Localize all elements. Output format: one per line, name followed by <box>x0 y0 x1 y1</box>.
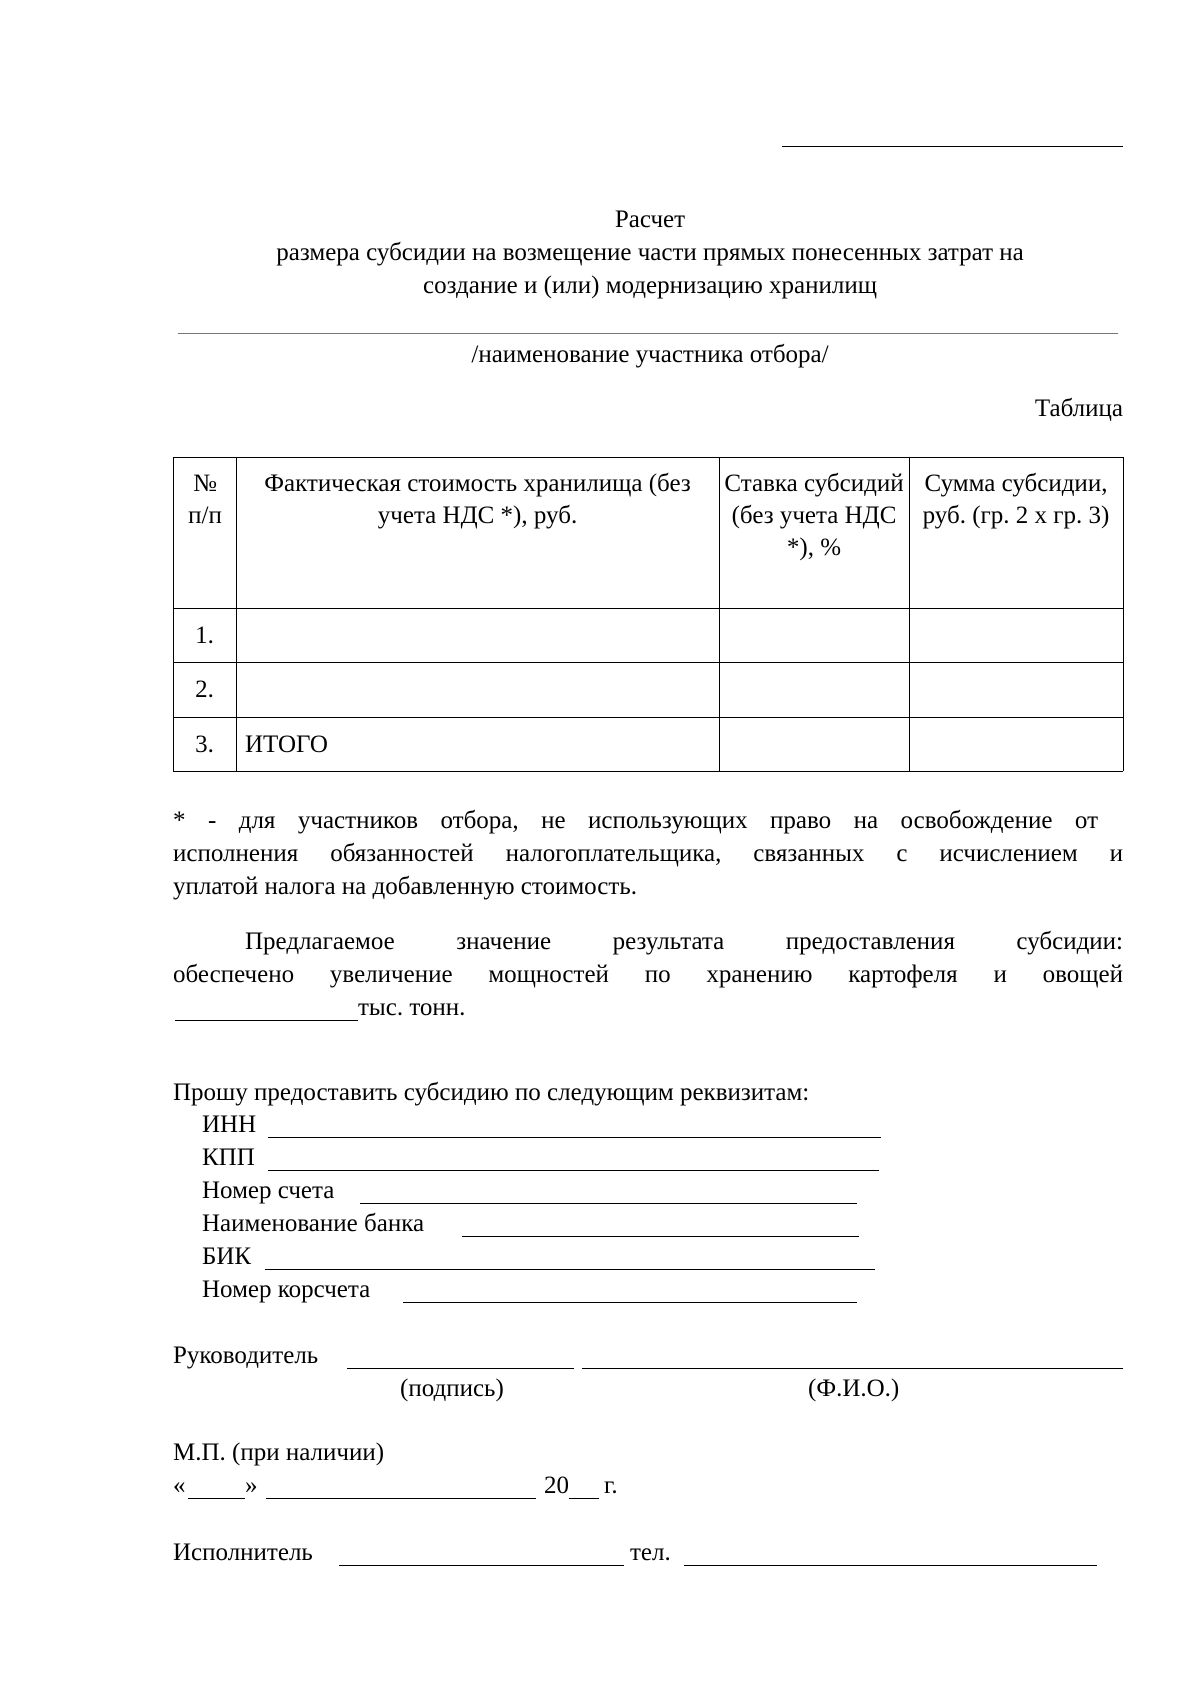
date-year-suffix: г. <box>604 1472 618 1499</box>
top-blank-line[interactable] <box>782 146 1123 147</box>
date-day-field[interactable] <box>188 1498 245 1499</box>
footnote-line-3: уплатой налога на добавленную стоимость. <box>173 873 637 900</box>
head-label: Руководитель <box>173 1342 319 1369</box>
header-sum: Сумма субсидии, руб. (гр. 2 х гр. 3) <box>922 470 1110 529</box>
header-rate: Ставка субсидий (без учета НДС *), % <box>724 470 904 561</box>
date-month-field[interactable] <box>266 1498 536 1499</box>
footnote-line-2: исполнения обязанностей налогоплательщика, связанных с исчислением и <box>173 840 1123 867</box>
table-label: Таблица <box>1034 395 1123 422</box>
result-line-2: обеспечено увеличение мощностей по хранению картофеля и овощей <box>173 961 1123 988</box>
kpp-field[interactable] <box>268 1170 879 1171</box>
participant-caption: /наименование участника отбора/ <box>471 341 829 368</box>
date-open-quote: « <box>173 1472 186 1499</box>
row-2-num: 2. <box>195 676 214 703</box>
title-line-1: Расчет <box>614 206 686 233</box>
row-3-num: 3. <box>195 731 214 758</box>
signature-caption: (подпись) <box>400 1375 504 1402</box>
account-field[interactable] <box>360 1203 857 1204</box>
phone-label: тел. <box>630 1539 671 1566</box>
executor-name-field[interactable] <box>339 1565 624 1566</box>
date-year-prefix: 20 <box>544 1472 569 1499</box>
bank-field[interactable] <box>462 1236 859 1237</box>
inn-field[interactable] <box>268 1137 881 1138</box>
result-unit: тыс. тонн. <box>358 994 466 1021</box>
date-close-quote: » <box>245 1472 258 1499</box>
bik-label: БИК <box>202 1243 252 1270</box>
kpp-label: КПП <box>202 1144 255 1171</box>
title-line-2: размера субсидии на возмещение части прямых понесенных затрат на <box>276 239 1024 266</box>
title-line-3: создание и (или) модернизацию хранилищ <box>423 272 877 299</box>
row-3-total-label: ИТОГО <box>245 731 328 758</box>
date-year-field[interactable] <box>569 1498 599 1499</box>
phone-field[interactable] <box>684 1565 1097 1566</box>
corr-account-field[interactable] <box>403 1302 857 1303</box>
row-1-num: 1. <box>195 622 214 649</box>
corr-account-label: Номер корсчета <box>202 1276 371 1303</box>
bank-label: Наименование банка <box>202 1210 425 1237</box>
head-signature-field[interactable] <box>347 1368 574 1369</box>
result-value-field[interactable] <box>175 1020 358 1021</box>
executor-label: Исполнитель <box>173 1539 313 1566</box>
subsidy-table <box>173 457 1123 771</box>
footnote-line-1: * - для участников отбора, не использующих право на освобождение от <box>173 807 1098 834</box>
header-num: № п/п <box>188 470 222 529</box>
inn-label: ИНН <box>202 1111 257 1138</box>
stamp-label: М.П. (при наличии) <box>173 1439 385 1466</box>
name-caption: (Ф.И.О.) <box>808 1375 900 1402</box>
requisites-intro: Прошу предоставить субсидию по следующим реквизитам: <box>173 1079 810 1106</box>
participant-name-field[interactable] <box>178 333 1118 334</box>
bik-field[interactable] <box>265 1269 875 1270</box>
head-name-field[interactable] <box>582 1368 1123 1369</box>
account-label: Номер счета <box>202 1177 335 1204</box>
result-line-1: Предлагаемое значение результата предоставления субсидии: <box>245 928 1123 955</box>
header-cost: Фактическая стоимость хранилища (без учета НДС *), руб. <box>264 470 691 529</box>
